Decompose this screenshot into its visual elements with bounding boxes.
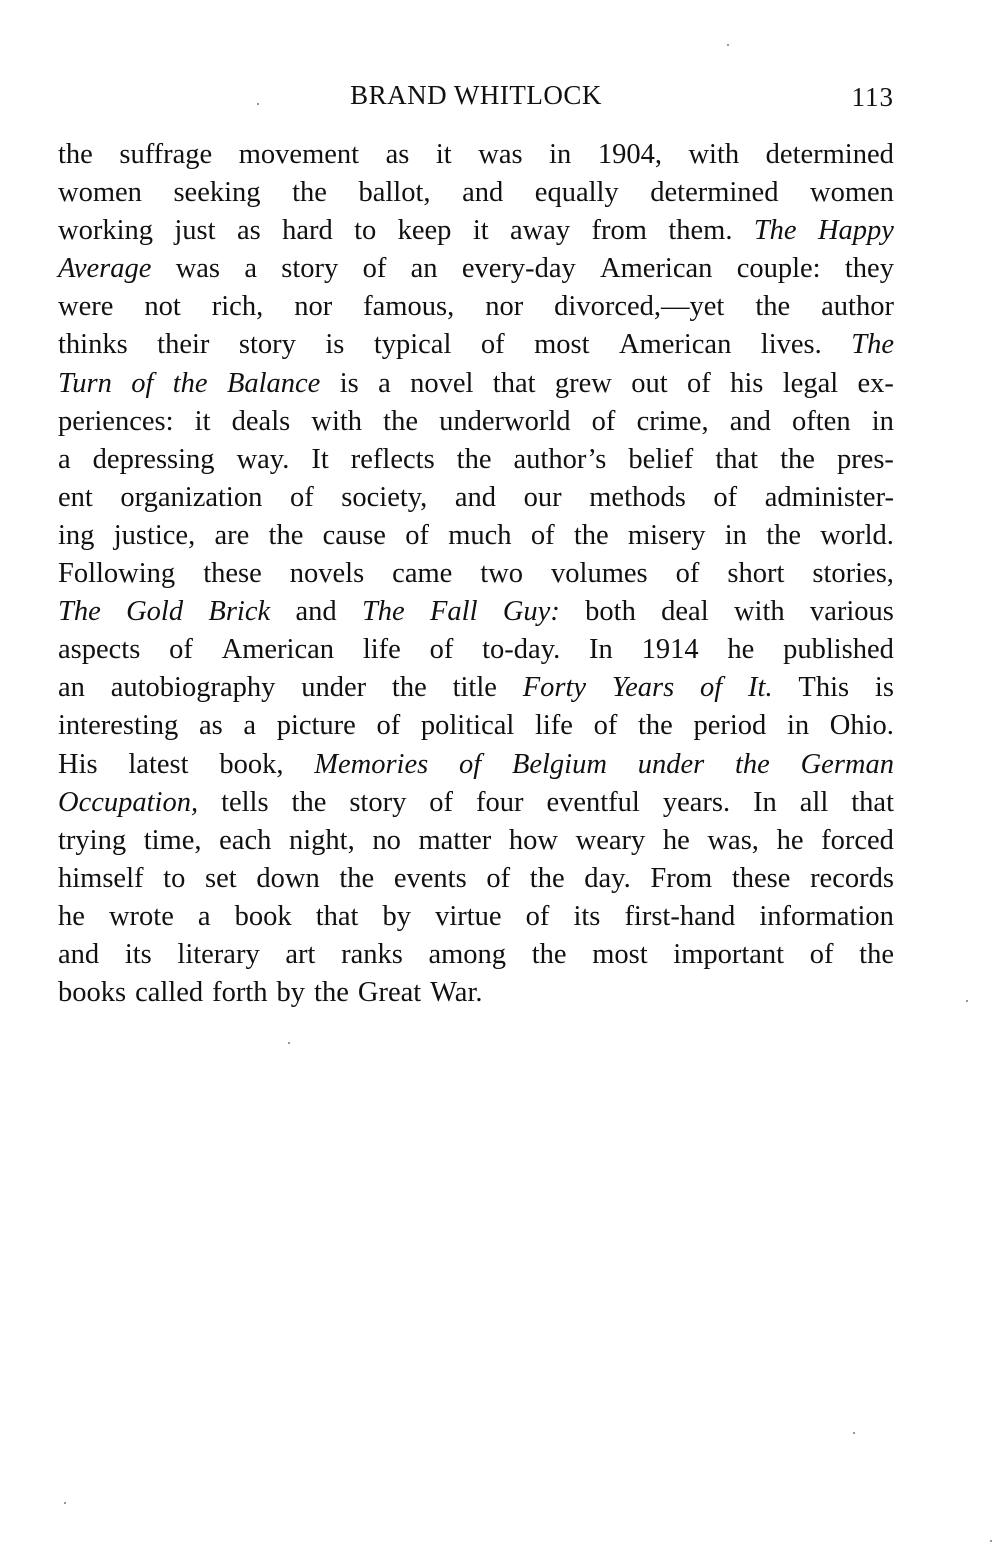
word: latest: [128, 748, 189, 780]
word: of: [486, 862, 511, 894]
word: literary: [177, 938, 260, 970]
word: published: [783, 634, 894, 666]
word: with: [311, 405, 363, 437]
italic-word: under: [637, 748, 705, 780]
word: autobiography: [110, 672, 276, 704]
word: called: [135, 977, 204, 1009]
word: to: [354, 215, 377, 247]
word: the: [391, 672, 427, 704]
word: of: [591, 405, 616, 437]
word: story: [238, 329, 296, 361]
word: life: [362, 634, 401, 666]
word: in: [871, 405, 894, 437]
word: of: [675, 558, 700, 590]
text-line: [58, 326, 894, 364]
text-line: [58, 860, 894, 898]
word: 1914: [641, 634, 699, 666]
word: author’s: [513, 443, 607, 475]
word: American: [600, 253, 713, 285]
word: as: [385, 139, 410, 170]
word: and: [58, 938, 100, 970]
text-line: [58, 974, 894, 1012]
italic-word: Occupation,: [58, 786, 199, 818]
word: picture: [276, 710, 356, 742]
word: War.: [430, 977, 483, 1009]
text-line: [58, 174, 894, 212]
word: just: [174, 215, 216, 247]
italic-word: Memories: [314, 748, 429, 780]
word: grew: [554, 367, 612, 399]
word: misery: [627, 519, 706, 551]
page-number: 113: [851, 82, 894, 112]
italic-word: It.: [748, 672, 773, 704]
word: he: [727, 634, 755, 666]
word: the: [755, 291, 791, 323]
word: the: [573, 519, 609, 551]
word: reflects: [350, 443, 435, 475]
word: world.: [820, 519, 894, 551]
word: periences:: [58, 405, 174, 437]
word: away: [510, 215, 571, 247]
text-line: [58, 707, 894, 745]
word: the: [314, 977, 349, 1009]
word: divorced,—yet: [554, 291, 725, 323]
word: information: [759, 900, 894, 932]
word: of: [429, 786, 454, 818]
italic-word: German: [800, 748, 894, 780]
word: these: [203, 558, 262, 590]
word: In: [753, 786, 777, 818]
word: of: [289, 481, 314, 513]
word: how: [508, 824, 559, 856]
word: a: [58, 443, 71, 475]
word: book,: [219, 748, 284, 780]
word: deal: [661, 596, 709, 628]
word: story: [281, 253, 339, 285]
scan-speck: [64, 1502, 66, 1504]
word: 1904,: [597, 139, 662, 170]
word: keep: [397, 215, 452, 247]
word: pres-: [836, 443, 894, 475]
word: each: [219, 824, 272, 856]
word: as: [198, 710, 223, 742]
word: that: [492, 367, 536, 399]
word: determined: [765, 139, 894, 170]
word: was,: [707, 824, 759, 856]
scan-speck: [966, 1000, 968, 1002]
word: these: [731, 862, 791, 894]
word: with: [733, 596, 785, 628]
word: of: [405, 519, 429, 551]
text-line: [58, 746, 894, 784]
text-line: [58, 441, 894, 479]
word: by: [276, 977, 306, 1009]
scan-speck: [727, 44, 729, 46]
word: important: [673, 938, 785, 970]
word: of: [480, 329, 505, 361]
word: thinks: [58, 329, 128, 361]
word: weary: [575, 824, 646, 856]
word: political: [420, 710, 515, 742]
word: four: [476, 786, 524, 818]
word: nor: [485, 291, 524, 323]
word: couple:: [736, 253, 821, 285]
word: in: [549, 139, 572, 170]
word: books: [58, 977, 127, 1009]
word: society,: [341, 481, 428, 513]
word: is: [339, 367, 359, 399]
word: he: [662, 824, 690, 856]
word: of: [429, 634, 454, 666]
text-line: [58, 365, 894, 403]
word: are: [214, 519, 250, 551]
word: and: [462, 177, 504, 209]
italic-word: Gold: [126, 596, 184, 628]
text-line: [58, 517, 894, 555]
page-header: [58, 80, 894, 120]
word: under: [301, 672, 367, 704]
word: of: [593, 710, 618, 742]
word: their: [157, 329, 210, 361]
text-line: [58, 250, 894, 288]
word: justice,: [113, 519, 196, 551]
word: and: [295, 596, 337, 628]
word: is: [325, 329, 345, 361]
word: the: [58, 139, 93, 170]
word: much: [448, 519, 512, 551]
word: stories,: [812, 558, 894, 590]
word: night,: [288, 824, 355, 856]
word: the: [268, 519, 304, 551]
word: title: [452, 672, 497, 704]
scan-speck: [853, 1432, 855, 1434]
word: in: [724, 519, 747, 551]
word: his: [730, 367, 764, 399]
word: in: [786, 710, 810, 742]
word: forth: [212, 977, 268, 1009]
word: the: [531, 938, 567, 970]
word: From: [650, 862, 713, 894]
word: of: [530, 519, 555, 551]
word: ranks: [341, 938, 403, 970]
word: an: [58, 672, 85, 704]
word: came: [392, 558, 453, 590]
word: day.: [584, 862, 631, 894]
word: the: [339, 862, 375, 894]
text-line: [58, 784, 894, 822]
word: ballot,: [358, 177, 431, 209]
word: suffrage: [119, 139, 213, 170]
word: ex-: [857, 367, 894, 399]
word: they: [844, 253, 894, 285]
scan-speck: [990, 1540, 992, 1542]
word: of: [362, 253, 387, 285]
word: that: [851, 786, 894, 818]
word: was: [175, 253, 221, 285]
word: the: [456, 443, 492, 475]
word: Following: [58, 558, 176, 590]
word: Great: [357, 977, 422, 1009]
word: first-hand: [624, 900, 736, 932]
word: crime,: [636, 405, 709, 437]
word: Ohio.: [829, 710, 894, 742]
word: depressing: [92, 443, 215, 475]
italic-word: The: [58, 596, 101, 628]
word: lives.: [760, 329, 822, 361]
word: working: [58, 215, 153, 247]
word: a: [243, 710, 257, 742]
italic-word: Average: [58, 253, 152, 285]
word: was: [478, 139, 523, 170]
word: is: [874, 672, 894, 704]
word: that: [715, 443, 759, 475]
word: every-day: [461, 253, 576, 285]
italic-word: Fall: [430, 596, 478, 628]
text-line: [58, 631, 894, 669]
word: of: [525, 900, 550, 932]
word: period: [693, 710, 767, 742]
word: down: [256, 862, 320, 894]
word: women: [58, 177, 142, 209]
word: way.: [236, 443, 290, 475]
word: rich,: [211, 291, 264, 323]
word: he: [776, 824, 804, 856]
word: American: [618, 329, 732, 361]
word: cause: [322, 519, 386, 551]
word: virtue: [435, 900, 502, 932]
word: the: [291, 786, 327, 818]
scan-speck: [288, 1042, 290, 1044]
word: movement: [238, 139, 360, 170]
word: various: [809, 596, 894, 628]
text-line: [58, 288, 894, 326]
word: the: [292, 177, 327, 209]
word: set: [205, 862, 237, 894]
text-line: [58, 593, 894, 631]
italic-word: the: [734, 748, 770, 780]
word: novel: [410, 367, 474, 399]
word: records: [810, 862, 894, 894]
word: aspects: [58, 634, 141, 666]
word: its: [124, 938, 152, 970]
word: wrote: [108, 900, 174, 932]
word: he: [58, 900, 85, 932]
word: ing: [58, 519, 95, 551]
word: and: [729, 405, 771, 437]
word: the: [637, 710, 673, 742]
word: from: [591, 215, 647, 247]
word: of: [809, 938, 834, 970]
word: belief: [628, 443, 694, 475]
word: His: [58, 748, 98, 780]
text-line: [58, 669, 894, 707]
word: time,: [143, 824, 202, 856]
word: it: [472, 215, 489, 247]
word: a: [378, 367, 391, 399]
word: not: [144, 291, 181, 323]
word: out: [631, 367, 668, 399]
text-line: [58, 403, 894, 441]
word: women: [810, 177, 894, 209]
text-line: [58, 555, 894, 593]
word: typical: [373, 329, 452, 361]
italic-word: Guy:: [502, 596, 560, 628]
word: volumes: [551, 558, 648, 590]
word: events: [393, 862, 467, 894]
word: and: [454, 481, 497, 513]
word: were: [58, 291, 114, 323]
word: a: [244, 253, 257, 285]
word: American: [221, 634, 335, 666]
word: the: [859, 938, 894, 970]
italic-word: The: [361, 596, 405, 628]
text-line: [58, 936, 894, 974]
word: administer-: [764, 481, 894, 513]
text-line: [58, 898, 894, 936]
italic-word: the: [172, 367, 208, 399]
word: years.: [662, 786, 731, 818]
word: with: [688, 139, 740, 170]
word: seeking: [173, 177, 261, 209]
word: to: [163, 862, 186, 894]
word: most: [592, 938, 648, 970]
text-line: [58, 136, 894, 174]
word: It: [311, 443, 329, 475]
word: our: [523, 481, 562, 513]
italic-word: Balance: [226, 367, 321, 399]
word: hard: [282, 215, 333, 247]
word: most: [534, 329, 590, 361]
word: organization: [120, 481, 263, 513]
text-line: [58, 212, 894, 250]
word: This: [798, 672, 850, 704]
italic-word: Belgium: [511, 748, 607, 780]
word: short: [727, 558, 785, 590]
word: by: [382, 900, 412, 932]
italic-word: Forty: [522, 672, 587, 704]
word: underworld: [439, 405, 571, 437]
italic-word: Turn: [58, 367, 112, 399]
word: the: [383, 405, 418, 437]
scan-speck: [257, 103, 259, 105]
word: eventful: [546, 786, 640, 818]
italic-word: Years: [611, 672, 675, 704]
word: a: [197, 900, 211, 932]
word: among: [428, 938, 507, 970]
italic-word: The: [753, 215, 797, 247]
word: often: [792, 405, 851, 437]
italic-word: of: [700, 672, 723, 704]
word: equally: [534, 177, 619, 209]
word: trying: [58, 824, 127, 856]
word: of: [376, 710, 401, 742]
word: ent: [58, 481, 93, 513]
word: story: [349, 786, 407, 818]
word: of: [713, 481, 738, 513]
word: the: [780, 443, 815, 475]
word: nor: [294, 291, 333, 323]
word: art: [285, 938, 316, 970]
word: two: [480, 558, 524, 590]
word: no: [372, 824, 401, 856]
word: author: [821, 291, 894, 323]
word: of: [169, 634, 193, 666]
italic-word: of: [458, 748, 482, 780]
word: determined: [650, 177, 779, 209]
text-line: [58, 822, 894, 860]
word: legal: [782, 367, 839, 399]
word: forced: [821, 824, 894, 856]
word: as: [236, 215, 261, 247]
word: both: [585, 596, 636, 628]
italic-word: The: [851, 329, 894, 361]
word: himself: [58, 862, 144, 894]
word: an: [410, 253, 438, 285]
word: matter: [418, 824, 492, 856]
word: all: [799, 786, 829, 818]
word: to-day.: [482, 634, 561, 666]
word: it: [435, 139, 452, 170]
word: famous,: [363, 291, 455, 323]
word: methods: [589, 481, 686, 513]
word: book: [234, 900, 292, 932]
text-line: [58, 479, 894, 517]
word: life: [534, 710, 573, 742]
word: deals: [231, 405, 291, 437]
word: tells: [221, 786, 269, 818]
word: it: [194, 405, 211, 437]
word: them.: [668, 215, 733, 247]
running-head: BRAND WHITLOCK: [350, 80, 602, 110]
word: In: [589, 634, 613, 666]
italic-word: Brick: [208, 596, 271, 628]
word: of: [687, 367, 711, 399]
word: that: [315, 900, 359, 932]
word: the: [766, 519, 802, 551]
body-paragraph: [58, 136, 894, 1012]
word: interesting: [58, 710, 179, 742]
italic-word: Happy: [817, 215, 894, 247]
word: the: [529, 862, 565, 894]
word: its: [573, 900, 601, 932]
word: novels: [289, 558, 365, 590]
italic-word: of: [131, 367, 154, 399]
